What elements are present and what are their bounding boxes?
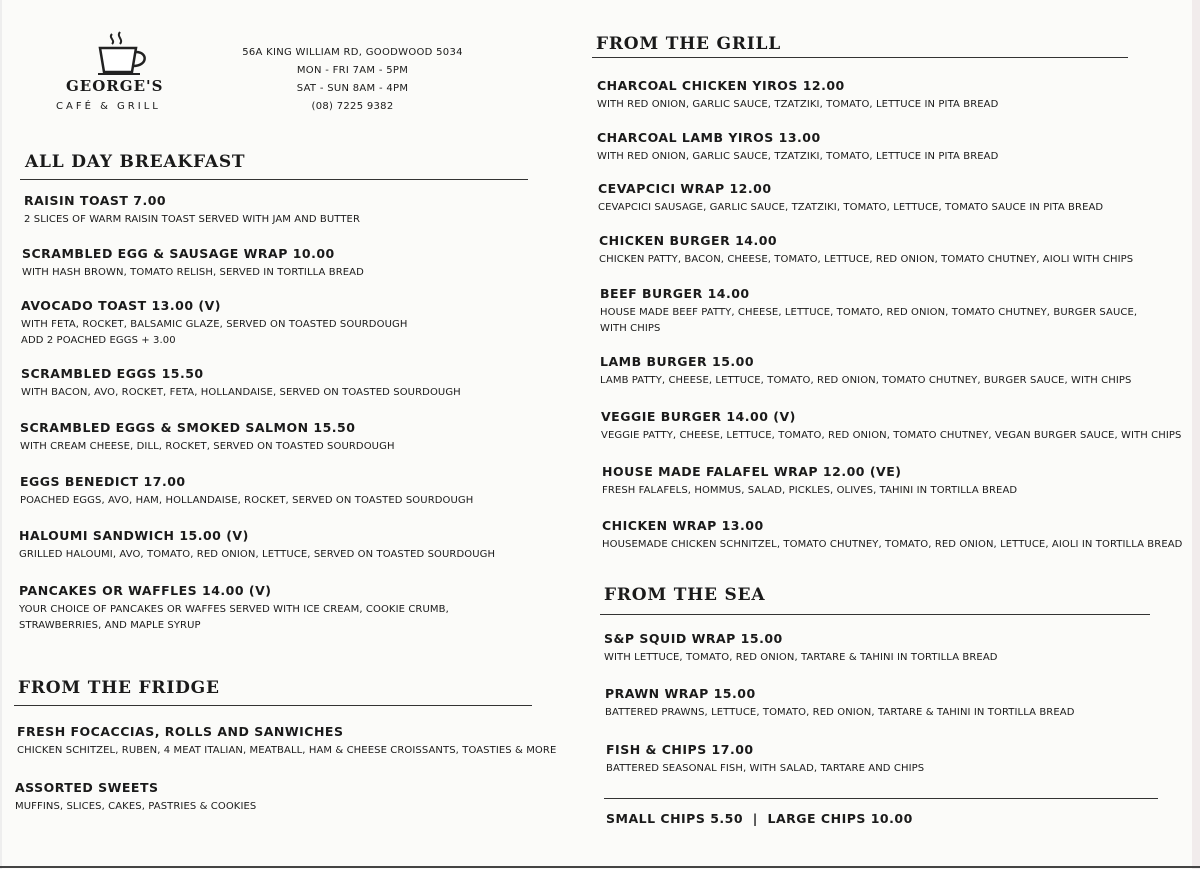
item-desc-extra: WITH CHIPS — [600, 323, 661, 334]
contact-block — [225, 44, 480, 116]
page-bottom-edge — [0, 866, 1200, 868]
menu-item — [24, 193, 360, 228]
menu-item — [606, 742, 924, 777]
logo — [52, 30, 192, 120]
section-title-breakfast: ALL DAY BREAKFAST — [25, 152, 246, 172]
item-desc: MUFFINS, SLICES, CAKES, PASTRIES & COOKIES — [15, 801, 257, 812]
item-name: HALOUMI SANDWICH 15.00 (V) — [19, 528, 249, 543]
item-desc: HOUSEMADE CHICKEN SCHNITZEL, TOMATO CHUTNEY, TOMATO, RED ONION, LETTUCE, AIOLI IN TORTILLA BREAD — [602, 539, 1183, 550]
menu-item — [597, 130, 998, 165]
coffee-cup-icon — [94, 30, 152, 78]
section-title-fridge: FROM THE FRIDGE — [18, 678, 220, 698]
item-desc-extra: STRAWBERRIES, AND MAPLE SYRUP — [19, 620, 201, 631]
menu-item — [597, 78, 998, 113]
item-desc: WITH LETTUCE, TOMATO, RED ONION, TARTARE & TAHINI IN TORTILLA BREAD — [604, 652, 998, 663]
menu-item — [602, 464, 1017, 499]
menu-item — [19, 583, 449, 634]
item-name: S&P SQUID WRAP 15.00 — [604, 631, 783, 646]
item-name: AVOCADO TOAST 13.00 (V) — [21, 298, 221, 313]
chips-divider — [604, 798, 1158, 799]
item-desc: CHICKEN PATTY, BACON, CHEESE, TOMATO, LETTUCE, RED ONION, TOMATO CHUTNEY, AIOLI WITH CHIPS — [599, 254, 1134, 265]
menu-item — [22, 246, 364, 281]
phone: (08) 7225 9382 — [311, 101, 394, 112]
item-name: HOUSE MADE FALAFEL WRAP 12.00 (VE) — [602, 464, 902, 479]
item-desc: WITH RED ONION, GARLIC SAUCE, TZATZIKI, TOMATO, LETTUCE IN PITA BREAD — [597, 99, 999, 110]
menu-item — [600, 286, 1137, 337]
item-name: ASSORTED SWEETS — [15, 780, 159, 795]
menu-item — [21, 366, 461, 401]
item-desc-extra: ADD 2 POACHED EGGS + 3.00 — [21, 335, 176, 346]
item-name: RAISIN TOAST 7.00 — [24, 193, 167, 208]
item-desc: WITH CREAM CHEESE, DILL, ROCKET, SERVED ON TOASTED SOURDOUGH — [20, 441, 395, 452]
menu-item — [600, 354, 1131, 389]
item-name: VEGGIE BURGER 14.00 (V) — [601, 409, 796, 424]
item-name: SCRAMBLED EGGS 15.50 — [21, 366, 204, 381]
menu-item — [605, 686, 1075, 721]
address: 56A KING WILLIAM RD, GOODWOOD 5034 — [242, 47, 463, 58]
page-edge — [0, 0, 2, 869]
menu-item — [15, 780, 256, 815]
item-desc: HOUSE MADE BEEF PATTY, CHEESE, LETTUCE, TOMATO, RED ONION, TOMATO CHUTNEY, BURGER SAUCE, — [600, 307, 1138, 318]
item-desc: BATTERED SEASONAL FISH, WITH SALAD, TARTARE AND CHIPS — [606, 763, 925, 774]
item-desc: BATTERED PRAWNS, LETTUCE, TOMATO, RED ONION, TARTARE & TAHINI IN TORTILLA BREAD — [605, 707, 1075, 718]
item-name: SCRAMBLED EGGS & SMOKED SALMON 15.50 — [20, 420, 356, 435]
section-divider — [592, 57, 1128, 58]
item-desc: LAMB PATTY, CHEESE, LETTUCE, TOMATO, RED ONION, TOMATO CHUTNEY, BURGER SAUCE, WITH CHIPS — [600, 375, 1132, 386]
item-name: CEVAPCICI WRAP 12.00 — [598, 181, 772, 196]
item-name: CHICKEN WRAP 13.00 — [602, 518, 764, 533]
item-name: EGGS BENEDICT 17.00 — [20, 474, 186, 489]
item-desc: WITH FETA, ROCKET, BALSAMIC GLAZE, SERVED ON TOASTED SOURDOUGH — [21, 319, 408, 330]
menu-item — [20, 420, 395, 455]
item-name: CHICKEN BURGER 14.00 — [599, 233, 778, 248]
item-desc: WITH HASH BROWN, TOMATO RELISH, SERVED IN TORTILLA BREAD — [22, 267, 364, 278]
item-name: BEEF BURGER 14.00 — [600, 286, 750, 301]
item-name: FISH & CHIPS 17.00 — [606, 742, 754, 757]
hours-weekend: SAT - SUN 8AM - 4PM — [296, 83, 409, 94]
hours-weekday: MON - FRI 7AM - 5PM — [296, 65, 409, 76]
item-desc: WITH RED ONION, GARLIC SAUCE, TZATZIKI, TOMATO, LETTUCE IN PITA BREAD — [597, 151, 999, 162]
chips-price-line: SMALL CHIPS 5.50 | LARGE CHIPS 10.00 — [606, 811, 913, 826]
item-desc: VEGGIE PATTY, CHEESE, LETTUCE, TOMATO, RED ONION, TOMATO CHUTNEY, VEGAN BURGER SAUCE, WITH CHIPS — [601, 430, 1182, 441]
menu-item — [602, 518, 1182, 553]
item-desc: CEVAPCICI SAUSAGE, GARLIC SAUCE, TZATZIKI, TOMATO, LETTUCE, TOMATO SAUCE IN PITA BREAD — [598, 202, 1104, 213]
menu-item — [599, 233, 1133, 268]
item-desc: 2 SLICES OF WARM RAISIN TOAST SERVED WITH JAM AND BUTTER — [24, 214, 360, 225]
item-desc: CHICKEN SCHITZEL, RUBEN, 4 MEAT ITALIAN, MEATBALL, HAM & CHEESE CROISSANTS, TOASTIES & MORE — [17, 745, 557, 756]
page-edge-tint — [1192, 0, 1200, 869]
item-desc: GRILLED HALOUMI, AVO, TOMATO, RED ONION, LETTUCE, SERVED ON TOASTED SOURDOUGH — [19, 549, 496, 560]
section-title-grill: FROM THE GRILL — [596, 34, 782, 54]
section-divider — [600, 614, 1150, 615]
item-desc: YOUR CHOICE OF PANCAKES OR WAFFES SERVED WITH ICE CREAM, COOKIE CRUMB, — [19, 604, 449, 615]
item-name: CHARCOAL CHICKEN YIROS 12.00 — [597, 78, 845, 93]
menu-item — [19, 528, 495, 563]
section-divider — [20, 179, 528, 180]
section-title-sea: FROM THE SEA — [604, 585, 766, 605]
menu-item — [17, 724, 556, 759]
menu-item — [598, 181, 1103, 216]
menu-item — [601, 409, 1181, 444]
menu-item — [604, 631, 998, 666]
item-desc: FRESH FALAFELS, HOMMUS, SALAD, PICKLES, OLIVES, TAHINI IN TORTILLA BREAD — [602, 485, 1018, 496]
menu-item — [21, 298, 407, 349]
item-name: PRAWN WRAP 15.00 — [605, 686, 756, 701]
item-name: SCRAMBLED EGG & SAUSAGE WRAP 10.00 — [22, 246, 335, 261]
logo-subtitle: CAFÉ & GRILL — [56, 101, 161, 112]
section-divider — [14, 705, 532, 706]
item-desc: WITH BACON, AVO, ROCKET, FETA, HOLLANDAISE, SERVED ON TOASTED SOURDOUGH — [21, 387, 461, 398]
item-name: PANCAKES OR WAFFLES 14.00 (V) — [19, 583, 272, 598]
item-name: CHARCOAL LAMB YIROS 13.00 — [597, 130, 821, 145]
item-name: LAMB BURGER 15.00 — [600, 354, 755, 369]
menu-item — [20, 474, 473, 509]
item-name: FRESH FOCACCIAS, ROLLS AND SANWICHES — [17, 724, 344, 739]
item-desc: POACHED EGGS, AVO, HAM, HOLLANDAISE, ROCKET, SERVED ON TOASTED SOURDOUGH — [20, 495, 474, 506]
logo-name: GEORGE'S — [66, 77, 164, 95]
